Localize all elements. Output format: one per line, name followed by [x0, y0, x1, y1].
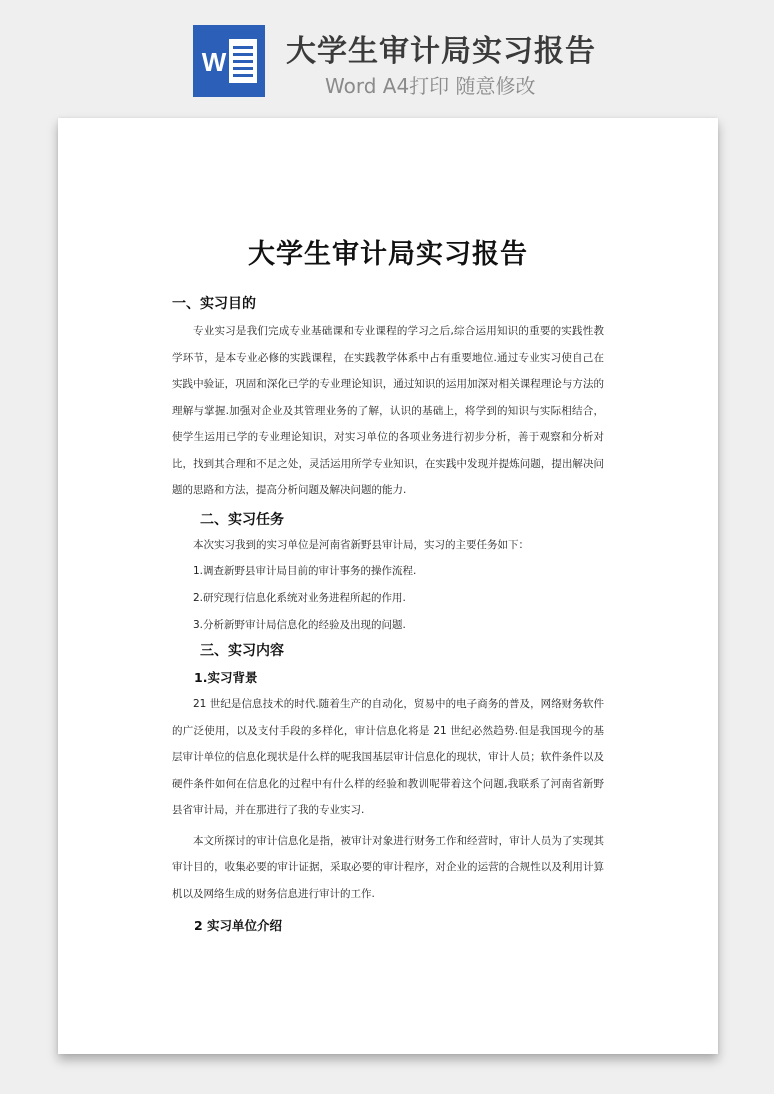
- list-item: 3.分析新野审计局信息化的经验及出现的问题.: [193, 619, 406, 631]
- list-item: 1.调查新野县审计局目前的审计事务的操作流程.: [193, 565, 417, 577]
- header-title: 大学生审计局实习报告: [286, 34, 596, 69]
- section-heading-content: 三、实习内容: [200, 643, 284, 659]
- document-body: [172, 294, 604, 937]
- paragraph-tasks-intro: 本次实习我到的实习单位是河南省新野县审计局，实习的主要任务如下：: [193, 538, 529, 551]
- document-page: [58, 118, 718, 1054]
- page-header: [0, 0, 774, 118]
- list-item: 2.研究现行信息化系统对业务进程所起的作用.: [193, 592, 406, 604]
- word-doc-icon: [193, 25, 265, 97]
- subheading-unit-intro: 2 实习单位介绍: [194, 918, 283, 933]
- paragraph-background-2: 本文所探讨的审计信息化是指，被审计对象进行财务工作和经营时，审计人员为了实现其审计目的，收集必要的审计证据，采取必要的审计程序，对企业的运营的合规性以及利用计算机以及网络生成的财务信息进行审计的工作.: [172, 834, 604, 900]
- paragraph-purpose: 专业实习是我们完成专业基础课和专业课程的学习之后,综合运用知识的重要的实践性教学环节，是本专业必修的实践课程，在实践教学体系中占有重要地位.通过专业实习使自己在实践中验证，巩固和深化已学的专业理论知识，通过知识的运用加深对相关课程理论与方法的理解与掌握.加强对企业及其管理业务的了解，认识的基础上，将学到的知识与实际相结合，使学生运用已学的专业理论知识，对实习单位的各项业务进行初步分析，善于观察和分析对比，找到其合理和不足之处，灵活运用所学专业知识，在实践中发现并提炼问题，提出解决问题的思路和方法，提高分析问题及解决问题的能力.: [172, 325, 604, 496]
- section-heading-purpose: 一、实习目的: [172, 296, 256, 312]
- section-heading-tasks: 二、实习任务: [200, 511, 284, 528]
- paragraph-background-1: 21 世纪是信息技术的时代.随着生产的自动化，贸易中的电子商务的普及，网络财务软件的广泛使用，以及支付手段的多样化，审计信息化将是 21 世纪必然趋势.但是我国现今的基层审计单位的信息化现状是什么样的呢我国基层审计信息化的现状，审计人员；软件条件以及硬件条件如何在信息化的过程中有什么样的经验和教训呢带着这个问题,我联系了河南省新野县省审计局，并在那进行了我的专业实习.: [172, 698, 604, 816]
- header-subtitle: Word A4打印 随意修改: [325, 74, 536, 98]
- subheading-background: 1.实习背景: [194, 670, 258, 685]
- document-title: 大学生审计局实习报告: [248, 239, 528, 270]
- word-icon-letter: W: [201, 47, 227, 77]
